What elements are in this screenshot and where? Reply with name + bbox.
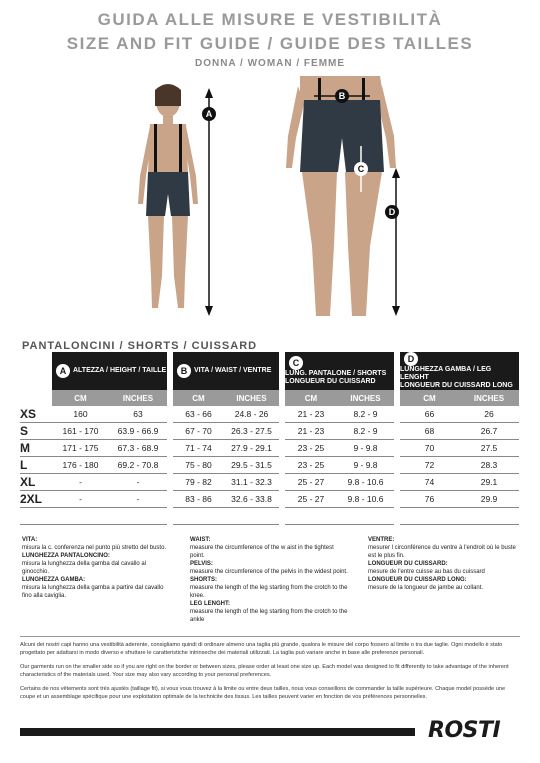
title-english-french: SIZE AND FIT GUIDE / GUIDE DES TAILLES [66,34,474,53]
cell-a-cm: 161 - 170 [52,423,109,440]
cell-d-cm: 66 [400,406,459,423]
cell-b-in: 29.5 - 31.5 [224,457,279,474]
cell-a-in: 67.3 - 68.9 [109,440,167,457]
cell-c-in: 8.2 - 9 [337,406,394,423]
table-row-empty [20,508,519,525]
footer-note-french: Certains de nos vêtements sont très ajustés (taillage fit), si vous vous trouvez à la limite ou entre deux tailles, nous vous conseillons de commander la taille supérieure. Chaque model possède une coupe et un assemblage spécifique pour une exploitation optimale de la technicite des tissus. Les tailles peuvent varier en fonction de vos préférences personnelles. [20,686,506,700]
lower-body-figure [286,76,396,316]
definitions-italian: VITA: misura la c. conferenza nel punto più stretto del busto. LUNGHEZZA PANTALONCINO: misura la lunghezza della gamba dal cavallo al ginocchio. LUNGHEZZA GAMBA: misura la lunghezza della gamba a partire dal cavallo fino alla caviglia. [22,537,167,599]
title-italian: GUIDA ALLE MISURE E VESTIBILITÀ [97,10,443,29]
cell-d-cm: 76 [400,491,459,508]
cell-c-cm: 23 - 25 [285,457,337,474]
cell-a-cm: - [52,491,109,508]
cell-c-cm: 25 - 27 [285,491,337,508]
cell-d-cm: 68 [400,423,459,440]
cell-d-in: 26 [459,406,519,423]
table-row [20,457,519,474]
cell-b-cm: 79 - 82 [173,474,224,491]
size-label: S [20,423,52,440]
cell-a-in: 63 [109,406,167,423]
divider [20,636,520,637]
group-header-height: A ALTEZZA / HEIGHT / TAILLE [52,352,167,390]
cell-d-cm: 74 [400,474,459,491]
cell-c-in: 9 - 9.8 [337,457,394,474]
cell-b-in: 24.8 - 26 [224,406,279,423]
cell-a-in: 69.2 - 70.8 [109,457,167,474]
cell-c-in: 9 - 9.8 [337,440,394,457]
definitions-english: WAIST: measure the circumference of the w aist in the tightest point. PELVIS: measure the circumference of the pelvis in the widest point. SHORTS: measure the length of the leg starting from the crotch to the knee. LEG LENGHT: measure the length of the leg starting from the crotch to the ankle [190,537,348,623]
size-label: XL [20,474,52,491]
cell-c-in: 8.2 - 9 [337,423,394,440]
cell-b-cm: 67 - 70 [173,423,224,440]
group-header-waist: B VITA / WAIST / VENTRE [173,352,279,390]
cell-d-in: 28.3 [459,457,519,474]
cell-a-in: 63.9 - 66.9 [109,423,167,440]
cell-a-cm: 171 - 175 [52,440,109,457]
leg-length-arrow [385,168,400,316]
marker-b: B [338,91,346,101]
cell-d-cm: 70 [400,440,459,457]
marker-a: A [205,109,213,119]
footer-bar [20,728,415,736]
cell-d-in: 29.9 [459,491,519,508]
unit-header-row: CM INCHES CM INCHES CM INCHES CM INCHES [20,390,519,406]
table-row [20,423,519,440]
definitions-french: VENTRE: mesurer l circonférence du ventre à l'endroit où le buste est le plus fin. LONGUEUR DU CUISSARD: mesure de l'entre cuisse au bas du cuissard LONGUEUR DU CUISSARD LONG: mesure de la longueur de jambe au collant. [368,537,516,591]
cell-d-cm: 72 [400,457,459,474]
cell-a-in: - [109,491,167,508]
cell-b-in: 31.1 - 32.3 [224,474,279,491]
group-header-leg-length: DLUNGHEZZA GAMBA / LEG LENGHT LONGUEUR DU CUISSARD LONG [400,352,519,390]
cell-a-cm: 160 [52,406,109,423]
cell-b-in: 27.9 - 29.1 [224,440,279,457]
cell-b-cm: 83 - 86 [173,491,224,508]
cell-b-in: 26.3 - 27.5 [224,423,279,440]
measurement-illustration [0,76,540,326]
size-table [20,352,519,525]
size-label: L [20,457,52,474]
size-label: 2XL [20,491,52,508]
cell-b-in: 32.6 - 33.8 [224,491,279,508]
cell-a-cm: 176 - 180 [52,457,109,474]
cell-d-in: 27.5 [459,440,519,457]
table-row [20,474,519,491]
marker-c: C [357,164,365,174]
table-row [20,406,519,423]
cell-b-cm: 63 - 66 [173,406,224,423]
full-body-figure [138,84,198,308]
cell-c-in: 9.8 - 10.6 [337,474,394,491]
brand-logo: ROSTI [428,718,501,743]
cell-c-cm: 25 - 27 [285,474,337,491]
size-label: M [20,440,52,457]
cell-c-cm: 21 - 23 [285,423,337,440]
size-label: XS [20,406,52,423]
group-header-shorts-length: CLUNG. PANTALONE / SHORTS LONGUEUR DU CUISSARD [285,352,394,390]
table-row [20,491,519,508]
section-title: PANTALONCINI / SHORTS / CUISSARD [22,340,258,352]
marker-d: D [388,207,396,217]
height-arrow [202,88,216,316]
footer-note-italian: Alcuni dei nostri capi hanno una vestibilità aderente, consigliamo quindi di ordinare almeno una taglia più grande, qualora le misure del corpo fossero al limite o tra due taglie. Ogni modello è stato progettato per adattarsi in modo diverso e sfruttare le caratteristiche intrinseche dei materiali utilizzati. La taglia può variare anche in base alle preferenze personali. [20,642,503,656]
cell-b-cm: 75 - 80 [173,457,224,474]
cell-a-cm: - [52,474,109,491]
table-row [20,440,519,457]
cell-c-cm: 21 - 23 [285,406,337,423]
cell-c-in: 9.8 - 10.6 [337,491,394,508]
cell-b-cm: 71 - 74 [173,440,224,457]
cell-d-in: 29.1 [459,474,519,491]
subtitle: DONNA / WOMAN / FEMME [194,58,346,69]
cell-d-in: 26.7 [459,423,519,440]
footer-note-english: Our garments run on the smaller side so if you are right on the border or between sizes, please order at least one size up. Each model was designed to fit differently to take advantage of the inherent characteristics of the materials used. Your size may also vary according to your personal preferences. [20,664,509,678]
cell-c-cm: 23 - 25 [285,440,337,457]
cell-a-in: - [109,474,167,491]
